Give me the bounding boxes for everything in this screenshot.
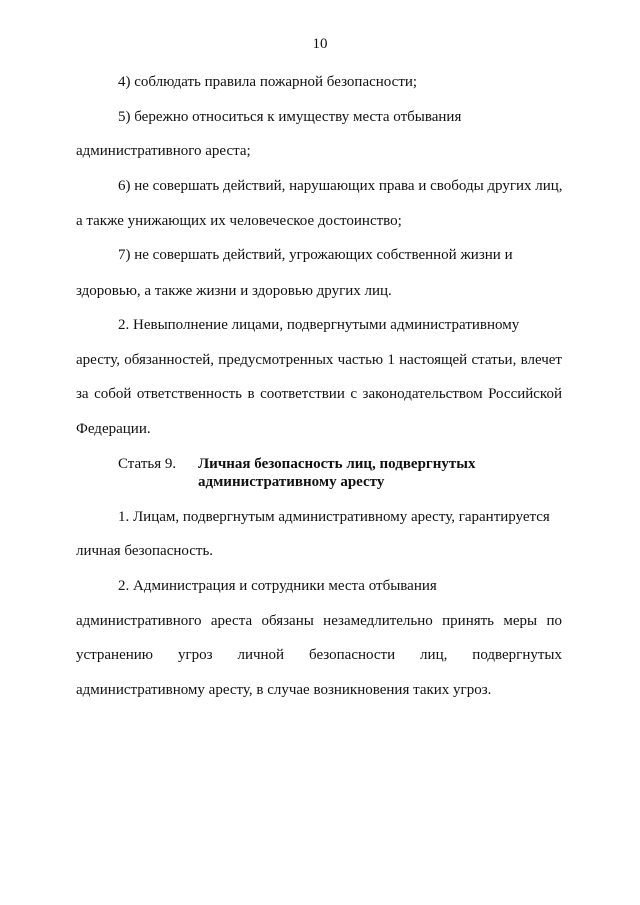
paragraph-line: 1. Лицам, подвергнутым административному аресту, гарантируется xyxy=(118,509,550,525)
paragraph-line: административного ареста обязаны незамедлительно принять меры по xyxy=(76,613,562,629)
paragraph-line: 2. Администрация и сотрудники места отбывания xyxy=(118,578,437,594)
paragraph-line: а также унижающих их человеческое достоинство; xyxy=(76,213,402,229)
article-title: административному аресту xyxy=(198,474,385,490)
paragraph-line: личная безопасность. xyxy=(76,543,214,559)
paragraph-line: за собой ответственность в соответствии с законодательством Российской xyxy=(76,386,562,402)
article-number: Статья 9. xyxy=(118,456,177,472)
paragraph-line: здоровью, а также жизни и здоровью других лиц. xyxy=(76,283,392,299)
paragraph-line: аресту, обязанностей, предусмотренных частью 1 настоящей статьи, влечет xyxy=(76,352,562,368)
paragraph-line: 6) не совершать действий, нарушающих права и свободы других лиц, xyxy=(118,178,563,194)
paragraph-line: устранению угроз личной безопасности лиц, подвергнутых xyxy=(76,647,562,663)
page-number: 10 xyxy=(312,36,328,52)
article-title: Личная безопасность лиц, подвергнутых xyxy=(198,456,476,472)
paragraph-line: административного ареста; xyxy=(76,143,251,159)
paragraph-line: административному аресту, в случае возникновения таких угроз. xyxy=(76,682,492,698)
paragraph-line: Федерации. xyxy=(76,421,151,437)
paragraph-line: 5) бережно относиться к имуществу места отбывания xyxy=(118,109,462,125)
paragraph-line: 7) не совершать действий, угрожающих собственной жизни и xyxy=(118,247,513,263)
paragraph-line: 2. Невыполнение лицами, подвергнутыми административному xyxy=(118,317,520,333)
paragraph-line: 4) соблюдать правила пожарной безопасности; xyxy=(118,74,418,90)
